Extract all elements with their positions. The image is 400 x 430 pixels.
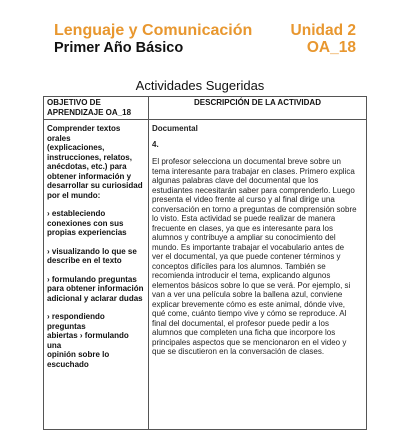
bullet-line: opinión sobre lo: [47, 350, 110, 359]
description-line: principales aspectos que se mencionaron en el video y: [152, 337, 347, 347]
bullet-line: conexiones con sus: [47, 218, 124, 228]
objective-line: por el mundo:: [47, 190, 101, 200]
bullet-line: describe en el texto: [47, 256, 122, 265]
description-line: qué come, cuánto tiempo vive y cómo se reproduce. Al: [152, 309, 347, 318]
bullet-line: propias experiencias: [47, 228, 127, 237]
description-line: tema interesante para trabajar en clases. Primero explica: [152, 166, 355, 176]
activity-type: Documental: [152, 124, 198, 133]
description-cell: [149, 120, 367, 430]
header-right: [291, 22, 356, 57]
description-line: mundo. Es importante trabajar el vocabulario antes de: [152, 242, 345, 252]
bullet-line: › estableciendo: [47, 209, 106, 218]
unit-title: Unidad 2: [290, 22, 356, 39]
table-row: [44, 120, 367, 430]
objective-line: instrucciones, relatos,: [47, 152, 132, 162]
description-line: van a ver una película sobre la ballena azul, conviene: [152, 290, 343, 299]
description-line: frecuente en clases, ya que es interesante para los: [152, 223, 333, 233]
activity-table: [43, 96, 367, 430]
description-line: alumnos y contribuye a ampliar su conocimiento del: [152, 233, 336, 242]
bullet-line: escuchado: [47, 359, 89, 369]
description-line: elementos básicos sobre lo que se verá. Por ejemplo, si: [152, 280, 351, 290]
table-header-row: [44, 97, 367, 120]
description-line: alumnos que completen una ficha que incorpore los: [152, 328, 336, 337]
objective-code: OA_18: [306, 39, 356, 56]
grade-title: Primer Año Básico: [54, 40, 184, 56]
objective-line: (explicaciones,: [47, 143, 105, 152]
description-line: lo visto. Esta actividad se puede realizar de manera: [152, 214, 336, 223]
bullet-line: › formulando preguntas: [47, 274, 137, 284]
objective-line: obtener información y: [47, 171, 132, 181]
header-left: [54, 22, 252, 57]
description-line: presenta el video frente al curso y al final dirige una: [152, 195, 335, 204]
objective-cell: [44, 120, 149, 430]
description-line: estudiantes necesitarán saber para comprenderlo. Luego: [152, 185, 355, 195]
bullet-line: › visualizando lo que se: [47, 246, 137, 256]
description-line: conversación en torno a preguntas de comprensión sobre: [152, 204, 357, 214]
description-line: recomienda introducir el tema, explicando algunos: [152, 271, 331, 280]
description-line: ver el documental, ya que puede contener términos y: [152, 252, 341, 261]
bullet-line: › respondiendo preguntas: [47, 312, 105, 331]
page-title: Actividades Sugeridas: [135, 78, 265, 93]
description-line: explicar brevemente cómo es este animal, dónde vive,: [152, 299, 345, 309]
objective-header: OBJETIVO DE APRENDIZAJE OA_18: [44, 97, 149, 120]
subject-title: Lenguaje y Comunicación: [54, 22, 253, 39]
objective-line: anécdotas, etc.) para: [47, 162, 127, 171]
bullet-line: adicional y aclarar dudas: [47, 293, 143, 303]
description-header: DESCRIPCIÓN DE LA ACTIVIDAD: [149, 97, 367, 120]
bullet-line: para obtener información: [47, 284, 144, 293]
description-line: que se discutieron en la conversación de clases.: [152, 347, 325, 356]
objective-line: desarrollar su curiosidad: [47, 181, 143, 190]
description-line: final del documental, el profesor puede pedir a los: [152, 318, 329, 328]
description-line: algunas palabras clave del documental que los: [152, 176, 319, 185]
description-line: El profesor selecciona un documental breve sobre un: [152, 157, 341, 166]
description-line: conceptos difíciles para los alumnos. También se: [152, 261, 326, 271]
activity-number: 4.: [152, 139, 159, 149]
bullet-line: abiertas › formulando una: [47, 331, 129, 350]
objective-line: Comprender textos orales: [47, 124, 121, 143]
